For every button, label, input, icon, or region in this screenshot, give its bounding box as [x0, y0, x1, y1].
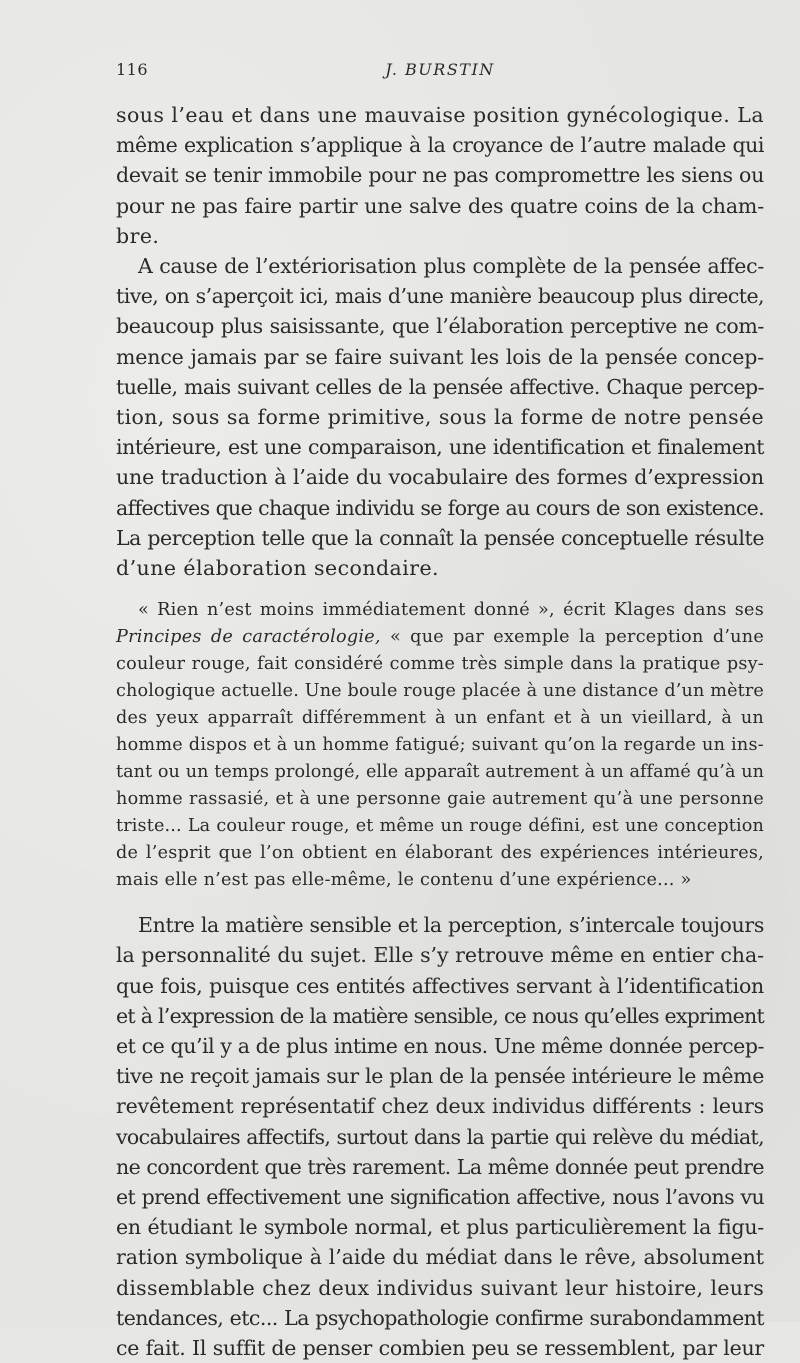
text-line: homme dispos et à un homme fatigué; suivant qu’on la regarde un ins- [116, 735, 764, 756]
book-title: Principes de caractérologie, [116, 627, 381, 648]
page-header [116, 60, 764, 84]
text-line: tendances, etc... La psychopathologie confirme surabondamment [116, 1305, 764, 1330]
text-line: et à l’expression de la matière sensible, ce nous qu’elles expriment [116, 1003, 764, 1028]
text-line: triste... La couleur rouge, et même un rouge défini, est une conception [116, 816, 764, 837]
text-line: des yeux apparraît différemment à un enfant et à un vieillard, à un [116, 708, 764, 729]
text-line: devait se tenir immobile pour ne pas compromettre les siens ou [116, 163, 765, 188]
text-line: mence jamais par se faire suivant les lois de la pensée concep- [116, 344, 764, 369]
text-line: tion, sous sa forme primitive, sous la forme de notre pensée [116, 405, 764, 430]
text-line: vocabulaires affectifs, surtout dans la partie qui relève du médiat, [116, 1124, 764, 1149]
running-head: J. BURSTIN [385, 60, 495, 79]
text-line: homme rassasié, et à une personne gaie autrement qu’à une personne [116, 789, 764, 810]
text-line: tant ou un temps prolongé, elle apparaît autrement à un affamé qu’à un [116, 762, 764, 783]
spacer [116, 894, 764, 910]
text-line: d’une élaboration secondaire. [116, 556, 440, 581]
text-line: A cause de l’extériorisation plus complète de la pensée affec- [138, 254, 764, 279]
text-line: affectives que chaque individu se forge au cours de son existence. [116, 495, 764, 520]
page-number: 116 [116, 60, 149, 79]
text-line: de l’esprit que l’on obtient en élaborant des expériences intérieures, [116, 843, 764, 864]
paragraph-2 [116, 251, 764, 583]
text-line: sous l’eau et dans une mauvaise position gynécologique. La [116, 103, 764, 127]
text-line: pour ne pas faire partir une salve des quatre coins de la cham- [116, 193, 764, 218]
page-body [116, 100, 764, 1363]
text-line: tuelle, mais suivant celles de la pensée affective. Chaque percep- [116, 374, 764, 399]
text-line: même explication s’applique à la croyance de l’autre malade qui [116, 133, 764, 158]
quotation-block [116, 597, 764, 894]
text-line: dissemblable chez deux individus suivant leur histoire, leurs [116, 1275, 764, 1300]
text-line: ration symbolique à l’aide du médiat dans le rêve, absolument [116, 1245, 764, 1270]
paragraph-3 [116, 910, 764, 1363]
text-line: tive ne reçoit jamais sur le plan de la pensée intérieure le même [116, 1064, 764, 1089]
text-line: « Rien n’est moins immédiatement donné », écrit Klages dans ses [138, 600, 764, 621]
text-line: La perception telle que la connaît la pensée conceptuelle résulte [116, 525, 764, 550]
text-line: intérieure, est une comparaison, une identification et finalement [116, 435, 764, 460]
text-line: et ce qu’il y a de plus intime en nous. Une même donnée percep- [116, 1034, 764, 1059]
text-line: ce fait. Il suffit de penser combien peu se ressemblent, par leur [116, 1336, 764, 1361]
text-line: mais elle n’est pas elle-même, le contenu d’une expérience... » [116, 870, 692, 891]
text-line: que fois, puisque ces entités affectives servant à l’identification [116, 973, 764, 998]
text-line: une traduction à l’aide du vocabulaire des formes d’expression [116, 465, 764, 490]
text-line [116, 624, 764, 651]
text-line: et prend effectivement une signification affective, nous l’avons vu [116, 1185, 764, 1210]
paragraph-1 [116, 100, 764, 251]
text-line: Entre la matière sensible et la perception, s’intercale toujours [138, 913, 764, 938]
text-line: la personnalité du sujet. Elle s’y retrouve même en entier cha- [116, 943, 764, 968]
text-line: chologique actuelle. Une boule rouge placée à une distance d’un mètre [116, 681, 764, 702]
text-line: tive, on s’aperçoit ici, mais d’une manière beaucoup plus directe, [116, 284, 764, 309]
spacer [116, 583, 764, 597]
text-line: revêtement représentatif chez deux individus différents : leurs [116, 1094, 764, 1119]
text-line: couleur rouge, fait considéré comme très simple dans la pratique psy- [116, 654, 764, 675]
text-fragment: « que par exemple la perception d’une [380, 627, 764, 648]
text-line: beaucoup plus saisissante, que l’élaboration perceptive ne com- [116, 314, 764, 339]
text-line: en étudiant le symbole normal, et plus particulièrement la figu- [116, 1215, 764, 1240]
text-line: bre. [116, 223, 160, 248]
text-line: ne concordent que très rarement. La même donnée peut prendre [116, 1154, 764, 1179]
